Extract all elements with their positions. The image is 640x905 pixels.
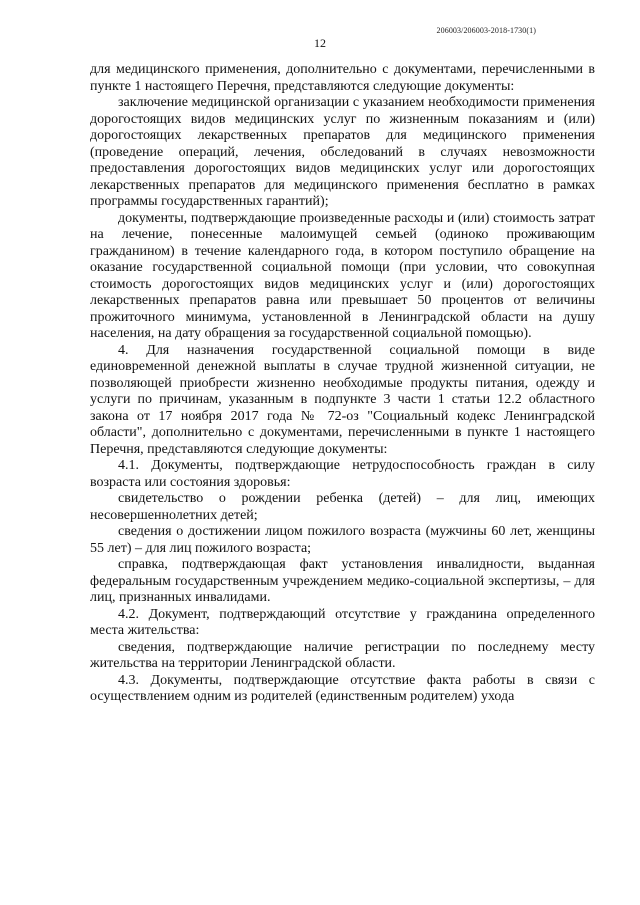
paragraph: сведения, подтверждающие наличие регистрации по последнему месту жительства на территории Ленинградской области. (90, 639, 595, 671)
paragraph: для медицинского применения, дополнительно с документами, перечисленными в пункте 1 настоящего Перечня, представляются следующие документы: (90, 62, 595, 94)
paragraph: 4.3. Документы, подтверждающие отсутствие факта работы в связи с осуществлением одним из родителей (единственным родителем) ухода (90, 672, 595, 704)
paragraph: 4. Для назначения государственной социальной помощи в виде единовременной денежной выплаты в случае трудной жизненной ситуации, не позволяющей приобрести жизненно необходимые продукты питания, одежду и услуги по причинам, указанным в подпункте 3 части 1 статьи 12.2 областного закона от 17 ноября 2017 года № 72-оз "Социальный кодекс Ленинградской области", дополнительно с документами, перечисленными в пункте 1 настоящего Перечня, представляются следующие документы: (90, 342, 595, 457)
paragraph: сведения о достижении лицом пожилого возраста (мужчины 60 лет, женщины 55 лет) – для лиц пожилого возраста; (90, 524, 595, 556)
paragraph: документы, подтверждающие произведенные расходы и (или) стоимость затрат на лечение, понесенные малоимущей семьей (одиноко проживающим гражданином) в течение календарного года, в котором поступило обращение на оказание государственной социальной помощи (при условии, что совокупная стоимость дорогостоящих видов медицинских услуг и (или) дорогостоящих лекарственных препаратов равна или превышает 50 процентов от величины прожиточного минимума, установленной в Ленинградской области на душу населения, на дату обращения за государственной социальной помощью). (90, 210, 595, 341)
paragraph: заключение медицинской организации с указанием необходимости применения дорогостоящих видов медицинских услуг по жизненным показаниям и (или) дорогостоящих лекарственных препаратов для медицинского применения (проведение операций, лечения, обследований в случаях невозможности предоставления дорогостоящих видов медицинских услуг или дорогостоящих лекарственных препаратов для медицинского применения бесплатно в рамках программы государственных гарантий); (90, 95, 595, 209)
paragraph: справка, подтверждающая факт установления инвалидности, выданная федеральным государственным учреждением медико-социальной экспертизы, – для лиц, признанных инвалидами. (90, 557, 595, 605)
document-body (90, 62, 595, 706)
paragraph: 4.2. Документ, подтверждающий отсутствие у гражданина определенного места жительства: (90, 606, 595, 638)
paragraph: свидетельство о рождении ребенка (детей) – для лиц, имеющих несовершеннолетних детей; (90, 491, 595, 523)
paragraph: 4.1. Документы, подтверждающие нетрудоспособность граждан в силу возраста или состояния здоровья: (90, 458, 595, 490)
page-number: 12 (314, 36, 326, 50)
document-code: 206003/206003-2018-1730(1) (436, 26, 536, 35)
